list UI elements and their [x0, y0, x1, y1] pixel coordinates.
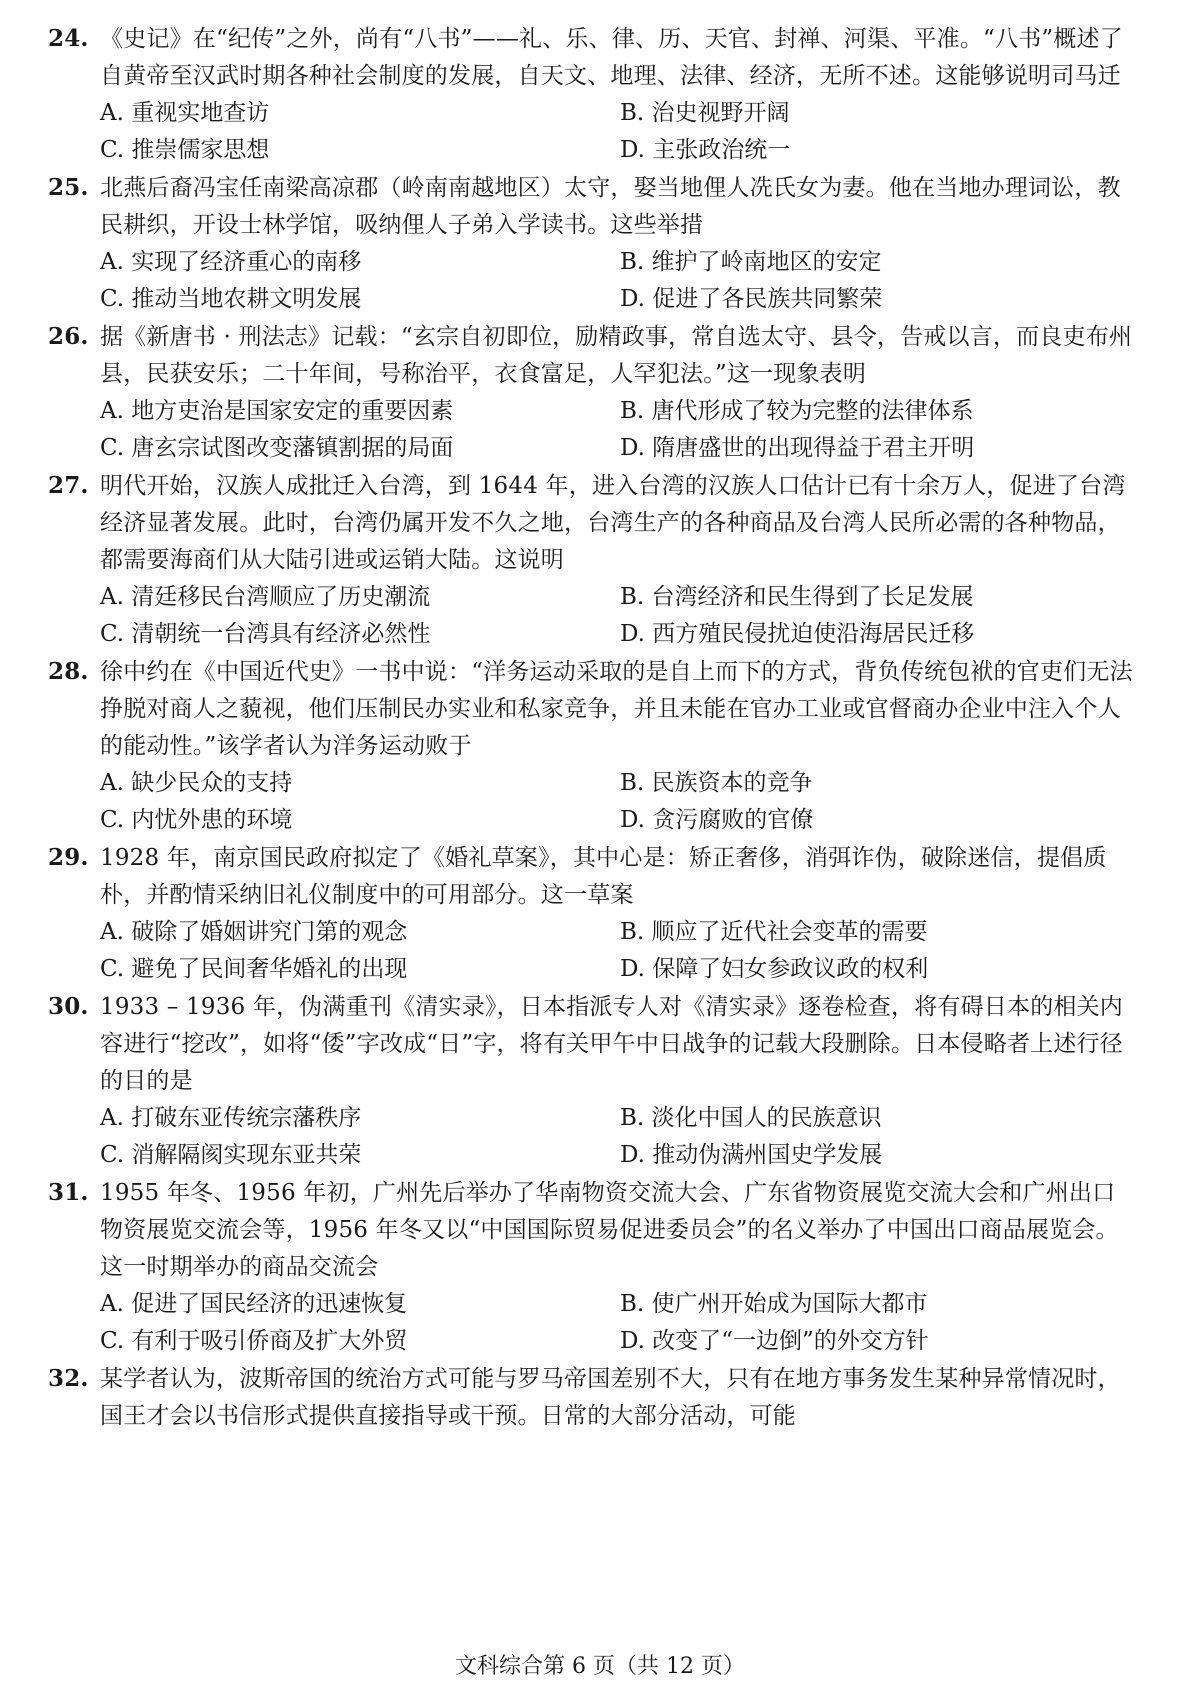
- exam-page: [48, 20, 1138, 1435]
- answer-option: D. 保障了妇女参政议政的权利: [620, 956, 929, 982]
- question-number: 25.: [48, 174, 89, 201]
- question-number: 28.: [48, 658, 89, 685]
- answer-option: D. 促进了各民族共同繁荣: [620, 286, 883, 312]
- question-text: 徐中约在《中国近代史》一书中说：“洋务运动采取的是自上而下的方式，背负传统包袱的官吏们无法挣脱对商人之藐视，他们压制民办实业和私家竞争，并且未能在官办工业或官督商办企业中注入个人的能动性。”该学者认为洋务运动败于: [100, 659, 1133, 759]
- question-number: 32.: [48, 1365, 89, 1392]
- question-number: 31.: [48, 1179, 89, 1206]
- answer-option: C. 推动当地农耕文明发展: [100, 286, 362, 312]
- question-text: 北燕后裔冯宝任南梁高凉郡（岭南南越地区）太守，娶当地俚人冼氏女为妻。他在当地办理词讼，教民耕织，开设士林学馆，吸纳俚人子弟入学读书。这些举措: [100, 175, 1121, 238]
- answer-option: A. 重视实地查访: [100, 100, 270, 126]
- question-number: 26.: [48, 323, 89, 350]
- answer-option: A. 清廷移民台湾顺应了历史潮流: [100, 584, 431, 610]
- answer-option: B. 台湾经济和民生得到了长足发展: [620, 584, 974, 610]
- answer-option: C. 推崇儒家思想: [100, 137, 270, 163]
- question-text: 据《新唐书 · 刑法志》记载：“玄宗自初即位，励精政事，常自选太守、县令，告戒以言，而良吏布州县，民获安乐；二十年间，号称治平，衣食富足，人罕犯法。”这一现象表明: [100, 324, 1133, 387]
- answer-option: B. 淡化中国人的民族意识: [620, 1105, 882, 1131]
- answer-option: C. 唐玄宗试图改变藩镇割据的局面: [100, 435, 454, 461]
- question-text: 1933 – 1936 年，伪满重刊《清实录》，日本指派专人对《清实录》逐卷检查，将有碍日本的相关内容进行“挖改”，如将“倭”字改成“日”字，将有关甲午中日战争的记载大段删除。日本侵略者上述行径的目的是: [100, 994, 1123, 1094]
- answer-option: B. 民族资本的竞争: [620, 770, 813, 796]
- answer-option: A. 实现了经济重心的南移: [100, 249, 362, 275]
- question-number: 27.: [48, 472, 89, 499]
- question-text: 1955 年冬、1956 年初，广州先后举办了华南物资交流大会、广东省物资展览交流大会和广州出口物资展览交流会等，1956 年冬又以“中国国际贸易促进委员会”的名义举办了中国出口商品展览会。这一时期举办的商品交流会: [100, 1180, 1119, 1280]
- answer-option: C. 有利于吸引侨商及扩大外贸: [100, 1328, 408, 1354]
- answer-option: B. 唐代形成了较为完整的法律体系: [620, 398, 974, 424]
- question-stem: [48, 839, 1138, 914]
- answer-option: B. 顺应了近代社会变革的需要: [620, 919, 928, 945]
- answer-option: A. 打破东亚传统宗藩秩序: [100, 1105, 362, 1131]
- answer-option: D. 改变了“一边倒”的外交方针: [620, 1328, 929, 1354]
- option-list: [48, 579, 1138, 653]
- question-block: [48, 20, 1138, 169]
- question-stem: [48, 653, 1138, 765]
- question-text: 1928 年，南京国民政府拟定了《婚礼草案》，其中心是：矫正奢侈，消弭诈伪，破除迷信，提倡质朴，并酌情采纳旧礼仪制度中的可用部分。这一草案: [100, 845, 1107, 908]
- option-list: [48, 244, 1138, 318]
- answer-option: A. 破除了婚姻讲究门第的观念: [100, 919, 408, 945]
- question-stem: [48, 988, 1138, 1100]
- page-footer: 文科综合第 6 页（共 12 页）: [455, 1654, 745, 1679]
- question-block: [48, 169, 1138, 318]
- answer-option: B. 维护了岭南地区的安定: [620, 249, 882, 275]
- question-block: [48, 318, 1138, 467]
- answer-option: C. 内忧外患的环境: [100, 807, 293, 833]
- option-list: [48, 393, 1138, 467]
- answer-option: B. 治史视野开阔: [620, 100, 790, 126]
- question-block: [48, 653, 1138, 839]
- question-number: 29.: [48, 844, 89, 871]
- answer-option: D. 推动伪满州国史学发展: [620, 1142, 883, 1168]
- question-block: [48, 1360, 1138, 1435]
- answer-option: B. 使广州开始成为国际大都市: [620, 1291, 928, 1317]
- answer-option: D. 贪污腐败的官僚: [620, 807, 814, 833]
- answer-option: C. 避免了民间奢华婚礼的出现: [100, 956, 408, 982]
- answer-option: A. 地方吏治是国家安定的重要因素: [100, 398, 454, 424]
- question-stem: [48, 169, 1138, 244]
- question-block: [48, 988, 1138, 1174]
- answer-option: D. 西方殖民侵扰迫使沿海居民迁移: [620, 621, 975, 647]
- question-block: [48, 467, 1138, 653]
- question-block: [48, 839, 1138, 988]
- answer-option: A. 缺少民众的支持: [100, 770, 293, 796]
- question-text: 《史记》在“纪传”之外，尚有“八书”——礼、乐、律、历、天官、封禅、河渠、平准。“八书”概述了自黄帝至汉武时期各种社会制度的发展，自天文、地理、法律、经济，无所不述。这能够说明司马迁: [100, 26, 1123, 89]
- option-list: [48, 1100, 1138, 1174]
- question-block: [48, 1174, 1138, 1360]
- question-stem: [48, 1360, 1138, 1435]
- answer-option: A. 促进了国民经济的迅速恢复: [100, 1291, 408, 1317]
- answer-option: D. 主张政治统一: [620, 137, 791, 163]
- question-number: 24.: [48, 25, 89, 52]
- question-stem: [48, 20, 1138, 95]
- question-stem: [48, 318, 1138, 393]
- question-text: 明代开始，汉族人成批迁入台湾，到 1644 年，进入台湾的汉族人口估计已有十余万人，促进了台湾经济显著发展。此时，台湾仍属开发不久之地，台湾生产的各种商品及台湾人民所必需的各种物品，都需要海商们从大陆引进或运销大陆。这说明: [100, 473, 1126, 573]
- answer-option: C. 清朝统一台湾具有经济必然性: [100, 621, 431, 647]
- option-list: [48, 1286, 1138, 1360]
- answer-option: C. 消解隔阂实现东亚共荣: [100, 1142, 362, 1168]
- option-list: [48, 95, 1138, 169]
- answer-option: D. 隋唐盛世的出现得益于君主开明: [620, 435, 975, 461]
- question-number: 30.: [48, 993, 89, 1020]
- question-stem: [48, 467, 1138, 579]
- option-list: [48, 914, 1138, 988]
- question-text: 某学者认为，波斯帝国的统治方式可能与罗马帝国差别不大，只有在地方事务发生某种异常情况时，国王才会以书信形式提供直接指导或干预。日常的大部分活动，可能: [100, 1366, 1121, 1429]
- question-list: [48, 20, 1138, 1435]
- option-list: [48, 765, 1138, 839]
- question-stem: [48, 1174, 1138, 1286]
